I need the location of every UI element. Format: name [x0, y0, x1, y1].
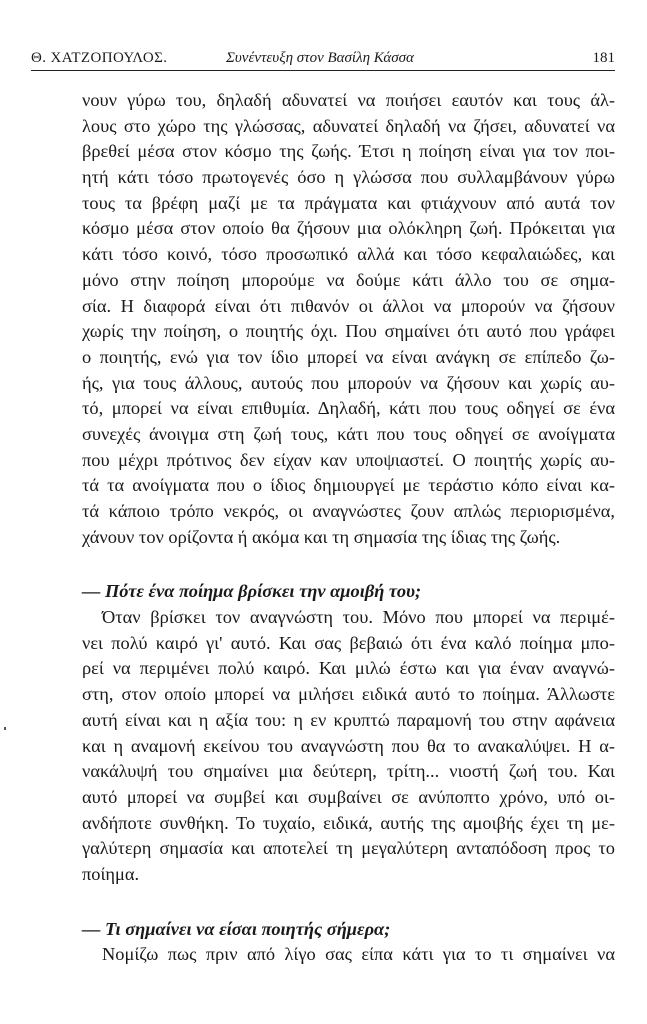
text-line: τό, μπορεί να είναι επιθυμία. Δηλαδή, κάτι που τους οδηγεί σε ένα — [82, 398, 615, 419]
text-line: κόσμο μέσα στον οποίο θα ζήσουν μια ολόκληρη ζωή. Πρόκειται για — [82, 218, 615, 239]
text-line: Νομίζω πως πριν από λίγο σας είπα κάτι για το τι σημαίνει να — [102, 944, 615, 965]
text-line: χάνουν τον ορίζοντα ή ακόμα και τη σημασία της ίδιας της ζωής. — [82, 526, 561, 547]
section-gap — [82, 550, 615, 579]
text-line: νει πολύ καιρό γι' αυτό. Και σας βεβαιώ ότι ένα καλό ποίημα μπο- — [82, 632, 615, 653]
header-author: Θ. ΧΑΤΖΟΠΟΥΛΟΣ. — [31, 50, 168, 66]
text-line: και η αναμονή εκείνου του αναγνώστη που θα το ανακαλύψει. Η α- — [82, 735, 615, 756]
body-text — [82, 88, 615, 968]
text-line: που μέχρι πρότινος δεν είχαν καν υποψιαστεί. Ο ποιητής χωρίς αυ- — [82, 449, 615, 470]
text-line: ο ποιητής, ενώ για τον ίδιο μπορεί να είναι ανάγκη σε επίπεδο ζω- — [82, 346, 615, 367]
paragraph-3 — [82, 942, 615, 968]
interview-question-1: — Πότε ένα ποίημα βρίσκει την αμοιβή του; — [82, 581, 422, 602]
text-line: κάτι τόσο κοινό, τόσο προσωπικό αλλά και τόσο κεφαλαιώδες, και — [82, 244, 615, 265]
text-line: ής, για τους άλλους, αυτούς που μπορούν να ζήσουν και χωρίς αυ- — [82, 372, 615, 393]
text-line: τά κάποιο τρόπο νεκρός, οι αναγνώστες ζουν απλώς περιορισμένα, — [82, 501, 615, 521]
margin-mark — [4, 727, 6, 730]
text-line: ανδήποτε συνθήκη. Το τυχαίο, ειδικά, αυτής της αμοιβής έχει τη με- — [82, 812, 615, 833]
text-line: τά τα ανοίγματα που ο ίδιος δημιουργεί με τεράστιο κόπο είναι κα- — [82, 475, 615, 496]
text-line: νουν γύρω του, δηλαδή αδυνατεί να ποιήσει εαυτόν και τους άλ- — [82, 90, 615, 110]
page-number: 181 — [592, 50, 615, 66]
section-gap — [82, 888, 615, 917]
text-line: συνεχές άνοιγμα στη ζωή τους, κάτι που τους οδηγεί σε ανοίγματα — [82, 423, 615, 444]
text-line: ρεί να περιμένει πολύ καιρό. Και μιλώ έστω και για έναν αναγνώ- — [82, 658, 615, 679]
running-header — [31, 44, 615, 71]
paragraph-1 — [82, 88, 615, 550]
paragraph-2 — [82, 605, 615, 888]
text-line: βρεθεί μέσα στον κόσμο της ζωής. Έτσι η ποίηση είναι για τον ποι- — [82, 141, 615, 162]
text-line: λους στο χώρο της γλώσσας, αδυνατεί δηλαδή να ζήσει, αδυνατεί να — [82, 115, 615, 136]
text-line: αυτό μπορεί να συμβεί και συμβαίνει σε ανύποπτο χρόνο, υπό οι- — [82, 786, 615, 807]
text-line: στη, στον οποίο μπορεί να μιλήσει ειδικά αυτό το ποίημα. Άλλωστε — [82, 684, 615, 705]
text-line: νακάλυψή του σημαίνει μια δεύτερη, τρίτη... νιοστή ζωή του. Και — [82, 761, 615, 782]
text-line: χωρίς την ποίηση, ο ποιητής όχι. Που σημαίνει ότι αυτό που γράφει — [82, 321, 615, 342]
text-line: Όταν βρίσκει τον αναγνώστη του. Μόνο που μπορεί να περιμέ- — [102, 607, 615, 628]
text-line: τους τα βρέφη μαζί με τα πράγματα και φτιάχνουν από αυτά τον — [82, 192, 615, 213]
text-line: γαλύτερη σημασία και αποτελεί τη μεγαλύτερη ανταπόδοση προς το — [82, 838, 615, 859]
text-line: μόνο στην ποίηση μπορούμε να δούμε κάτι άλλο του σε σημα- — [82, 269, 615, 290]
text-line: ητή κάτι τόσο πρωτογενές όσο η γλώσσα που συλλαμβάνουν γύρω — [82, 167, 615, 188]
text-line: αυτή είναι και η αξία του: η εν κρυπτώ παραμονή του στην αφάνεια — [82, 709, 615, 730]
interview-question-2: — Τι σημαίνει να είσαι ποιητής σήμερα; — [82, 918, 391, 939]
text-line: σία. Η διαφορά είναι ότι πιθανόν οι άλλοι να μπορούν να ζήσουν — [82, 295, 615, 316]
header-title: Συνέντευξη στον Βασίλη Κάσσα — [226, 50, 414, 66]
text-line: ποίημα. — [82, 863, 140, 884]
